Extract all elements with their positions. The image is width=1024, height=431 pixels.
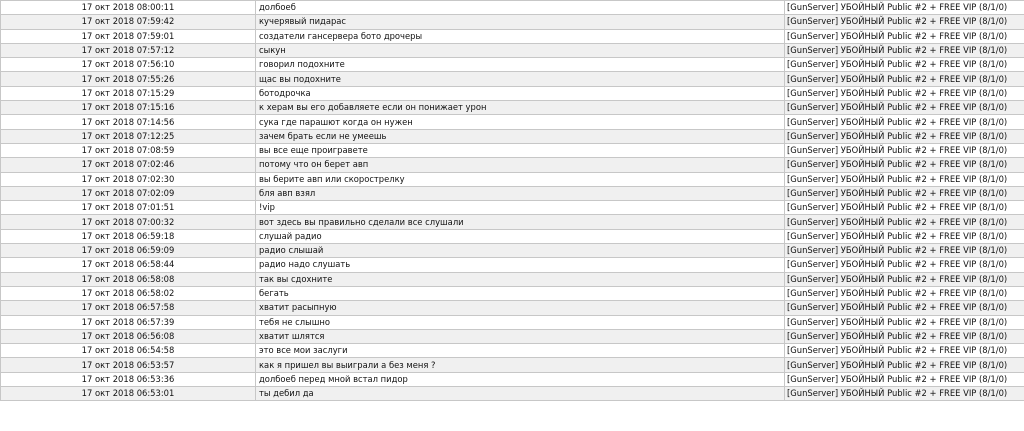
server-cell: [GunServer] УБОЙНЫЙ Public #2 + FREE VIP (8/1/0) [785, 258, 1024, 272]
message-cell: сыкун [256, 43, 785, 57]
message-cell: ботодрочка [256, 86, 785, 100]
message-cell: радио надо слушать [256, 258, 785, 272]
message-cell: тебя не слышно [256, 315, 785, 329]
timestamp-cell: 17 окт 2018 06:59:09 [1, 244, 256, 258]
message-cell: зачем брать если не умеешь [256, 129, 785, 143]
table-row [1, 186, 1024, 200]
server-cell: [GunServer] УБОЙНЫЙ Public #2 + FREE VIP (8/1/0) [785, 358, 1024, 372]
table-row [1, 344, 1024, 358]
message-cell: это все мои заслуги [256, 344, 785, 358]
message-cell: к херам вы его добавляете если он понижает урон [256, 101, 785, 115]
server-cell: [GunServer] УБОЙНЫЙ Public #2 + FREE VIP (8/1/0) [785, 329, 1024, 343]
server-cell: [GunServer] УБОЙНЫЙ Public #2 + FREE VIP (8/1/0) [785, 101, 1024, 115]
server-cell: [GunServer] УБОЙНЫЙ Public #2 + FREE VIP (8/1/0) [785, 387, 1024, 401]
server-cell: [GunServer] УБОЙНЫЙ Public #2 + FREE VIP (8/1/0) [785, 86, 1024, 100]
message-cell: щас вы подохните [256, 72, 785, 86]
table-row [1, 115, 1024, 129]
server-cell: [GunServer] УБОЙНЫЙ Public #2 + FREE VIP (8/1/0) [785, 72, 1024, 86]
timestamp-cell: 17 окт 2018 07:12:25 [1, 129, 256, 143]
server-cell: [GunServer] УБОЙНЫЙ Public #2 + FREE VIP (8/1/0) [785, 58, 1024, 72]
server-cell: [GunServer] УБОЙНЫЙ Public #2 + FREE VIP (8/1/0) [785, 215, 1024, 229]
table-row [1, 201, 1024, 215]
message-cell: сука где парашют когда он нужен [256, 115, 785, 129]
timestamp-cell: 17 окт 2018 08:00:11 [1, 1, 256, 15]
server-cell: [GunServer] УБОЙНЫЙ Public #2 + FREE VIP (8/1/0) [785, 272, 1024, 286]
table-row [1, 143, 1024, 157]
timestamp-cell: 17 окт 2018 06:58:08 [1, 272, 256, 286]
timestamp-cell: 17 окт 2018 06:53:57 [1, 358, 256, 372]
message-cell: долбоеб перед мной встал пидор [256, 372, 785, 386]
table-row [1, 358, 1024, 372]
server-cell: [GunServer] УБОЙНЫЙ Public #2 + FREE VIP (8/1/0) [785, 244, 1024, 258]
table-row [1, 29, 1024, 43]
table-row [1, 43, 1024, 57]
table-row [1, 86, 1024, 100]
table-row [1, 387, 1024, 401]
timestamp-cell: 17 окт 2018 06:59:18 [1, 229, 256, 243]
timestamp-cell: 17 окт 2018 06:57:39 [1, 315, 256, 329]
message-cell: радио слышай [256, 244, 785, 258]
table-row [1, 286, 1024, 300]
timestamp-cell: 17 окт 2018 07:02:09 [1, 186, 256, 200]
server-cell: [GunServer] УБОЙНЫЙ Public #2 + FREE VIP (8/1/0) [785, 158, 1024, 172]
timestamp-cell: 17 окт 2018 06:58:02 [1, 286, 256, 300]
message-cell: ты дебил да [256, 387, 785, 401]
timestamp-cell: 17 окт 2018 07:15:16 [1, 101, 256, 115]
timestamp-cell: 17 окт 2018 06:58:44 [1, 258, 256, 272]
server-cell: [GunServer] УБОЙНЫЙ Public #2 + FREE VIP (8/1/0) [785, 315, 1024, 329]
server-cell: [GunServer] УБОЙНЫЙ Public #2 + FREE VIP (8/1/0) [785, 301, 1024, 315]
message-cell: вот здесь вы правильно сделали все слушали [256, 215, 785, 229]
message-cell: кучерявый пидарас [256, 15, 785, 29]
timestamp-cell: 17 окт 2018 07:08:59 [1, 143, 256, 157]
message-cell: бля авп взял [256, 186, 785, 200]
server-cell: [GunServer] УБОЙНЫЙ Public #2 + FREE VIP (8/1/0) [785, 201, 1024, 215]
server-cell: [GunServer] УБОЙНЫЙ Public #2 + FREE VIP (8/1/0) [785, 29, 1024, 43]
timestamp-cell: 17 окт 2018 07:59:42 [1, 15, 256, 29]
message-cell: хватит расыпную [256, 301, 785, 315]
message-cell: создатели гансервера бото дрочеры [256, 29, 785, 43]
message-cell: слушай радио [256, 229, 785, 243]
table-row [1, 301, 1024, 315]
timestamp-cell: 17 окт 2018 06:53:01 [1, 387, 256, 401]
server-cell: [GunServer] УБОЙНЫЙ Public #2 + FREE VIP (8/1/0) [785, 129, 1024, 143]
table-row [1, 229, 1024, 243]
table-row [1, 101, 1024, 115]
server-cell: [GunServer] УБОЙНЫЙ Public #2 + FREE VIP (8/1/0) [785, 1, 1024, 15]
table-row [1, 58, 1024, 72]
table-row [1, 1, 1024, 15]
server-cell: [GunServer] УБОЙНЫЙ Public #2 + FREE VIP (8/1/0) [785, 43, 1024, 57]
server-cell: [GunServer] УБОЙНЫЙ Public #2 + FREE VIP (8/1/0) [785, 286, 1024, 300]
message-cell: вы все еще проигравете [256, 143, 785, 157]
table-row [1, 315, 1024, 329]
table-row [1, 272, 1024, 286]
timestamp-cell: 17 окт 2018 07:02:46 [1, 158, 256, 172]
message-cell: долбоеб [256, 1, 785, 15]
timestamp-cell: 17 окт 2018 06:57:58 [1, 301, 256, 315]
server-cell: [GunServer] УБОЙНЫЙ Public #2 + FREE VIP (8/1/0) [785, 372, 1024, 386]
table-row [1, 215, 1024, 229]
table-row [1, 372, 1024, 386]
timestamp-cell: 17 окт 2018 07:14:56 [1, 115, 256, 129]
timestamp-cell: 17 окт 2018 06:54:58 [1, 344, 256, 358]
timestamp-cell: 17 окт 2018 07:15:29 [1, 86, 256, 100]
timestamp-cell: 17 окт 2018 07:57:12 [1, 43, 256, 57]
timestamp-cell: 17 окт 2018 07:55:26 [1, 72, 256, 86]
message-cell: бегать [256, 286, 785, 300]
table-row [1, 15, 1024, 29]
server-cell: [GunServer] УБОЙНЫЙ Public #2 + FREE VIP (8/1/0) [785, 229, 1024, 243]
message-cell: хватит шлятся [256, 329, 785, 343]
table-row [1, 72, 1024, 86]
server-cell: [GunServer] УБОЙНЫЙ Public #2 + FREE VIP (8/1/0) [785, 143, 1024, 157]
timestamp-cell: 17 окт 2018 06:53:36 [1, 372, 256, 386]
message-cell: как я пришел вы выиграли а без меня ? [256, 358, 785, 372]
message-cell: говорил подохните [256, 58, 785, 72]
table-row [1, 172, 1024, 186]
table-row [1, 258, 1024, 272]
table-row [1, 129, 1024, 143]
timestamp-cell: 17 окт 2018 07:02:30 [1, 172, 256, 186]
chat-log-body [1, 1, 1024, 401]
server-cell: [GunServer] УБОЙНЫЙ Public #2 + FREE VIP (8/1/0) [785, 115, 1024, 129]
server-cell: [GunServer] УБОЙНЫЙ Public #2 + FREE VIP (8/1/0) [785, 172, 1024, 186]
table-row [1, 329, 1024, 343]
server-cell: [GunServer] УБОЙНЫЙ Public #2 + FREE VIP (8/1/0) [785, 186, 1024, 200]
server-cell: [GunServer] УБОЙНЫЙ Public #2 + FREE VIP (8/1/0) [785, 344, 1024, 358]
table-row [1, 158, 1024, 172]
message-cell: так вы сдохните [256, 272, 785, 286]
table-row [1, 244, 1024, 258]
message-cell: потому что он берет авп [256, 158, 785, 172]
server-cell: [GunServer] УБОЙНЫЙ Public #2 + FREE VIP (8/1/0) [785, 15, 1024, 29]
message-cell: !vip [256, 201, 785, 215]
timestamp-cell: 17 окт 2018 07:56:10 [1, 58, 256, 72]
timestamp-cell: 17 окт 2018 07:00:32 [1, 215, 256, 229]
timestamp-cell: 17 окт 2018 07:59:01 [1, 29, 256, 43]
message-cell: вы берите авп или скорострелку [256, 172, 785, 186]
timestamp-cell: 17 окт 2018 06:56:08 [1, 329, 256, 343]
timestamp-cell: 17 окт 2018 07:01:51 [1, 201, 256, 215]
